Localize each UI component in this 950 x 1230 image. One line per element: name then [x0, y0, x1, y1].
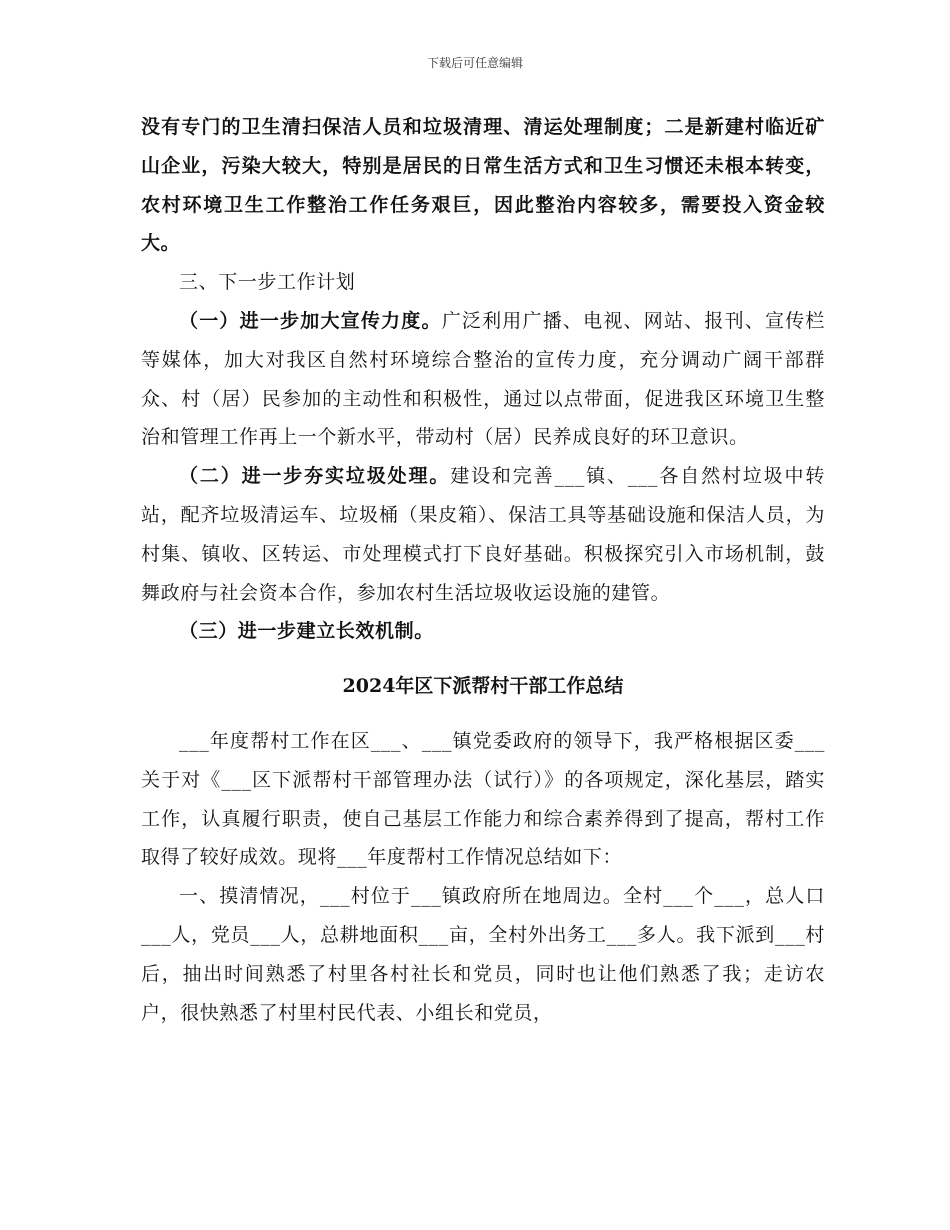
section-heading-next-plan: 三、下一步工作计划 [179, 271, 356, 294]
header-note: 下载后可任意编辑 [426, 56, 523, 70]
garbage-text: 建设和完善___镇、___各自然村垃圾中转站，配齐垃圾清运车、垃圾桶（果皮箱）、保洁工具等基础设施和保洁人员，为村集、镇收、区转运、市处理模式打下良好基础。积极探究引入市场机制，鼓舞政府与社会资本合作，参加农村生活垃圾收运设施的建管。 [141, 465, 825, 604]
document-title: 2024年区下派帮村干部工作总结 [342, 675, 624, 698]
subheading-mechanism: （三）进一步建立长效机制。 [179, 620, 434, 643]
paragraph-problems: 没有专门的卫生清扫保洁人员和垃圾清理、清运处理制度；二是新建村临近矿山企业，污染大较大，特别是居民的日常生活方式和卫生习惯还未根本转变，农村环境卫生工作整治工作任务艰巨，因此整治内容较多，需要投入资金较大。 [141, 116, 825, 255]
paragraph-garbage [141, 457, 825, 612]
paragraph-situation: 一、摸清情况，___村位于___镇政府所在地周边。全村___个___，总人口___人，党员___人，总耕地面积___亩，全村外出务工___多人。我下派到___村后，抽出时间熟悉了村里各村社长和党员，同时也让他们熟悉了我；走访农户，很快熟悉了村里村民代表、小组长和党员， [141, 885, 825, 1024]
subheading-garbage: （二）进一步夯实垃圾处理。 [179, 465, 451, 488]
publicity-text: 广泛利用广播、电视、网站、报刊、宣传栏等媒体，加大对我区自然村环境综合整治的宣传力度，充分调动广阔干部群众、村（居）民参加的主动性和积极性，通过以点带面，促进我区环境卫生整治和管理工作再上一个新水平，带动村（居）民养成良好的环卫意识。 [141, 309, 825, 449]
paragraph-intro: ___年度帮村工作在区___、___镇党委政府的领导下，我严格根据区委___关于对《___区下派帮村干部管理办法（试行）》的各项规定，深化基层，踏实工作，认真履行职责，使自己基层工作能力和综合素养得到了提高，帮村工作取得了较好成效。现将___年度帮村工作情况总结如下： [141, 729, 825, 869]
subheading-publicity: （一）进一步加大宣传力度。 [179, 309, 442, 332]
document-body [141, 108, 825, 1032]
paragraph-publicity [141, 302, 825, 457]
